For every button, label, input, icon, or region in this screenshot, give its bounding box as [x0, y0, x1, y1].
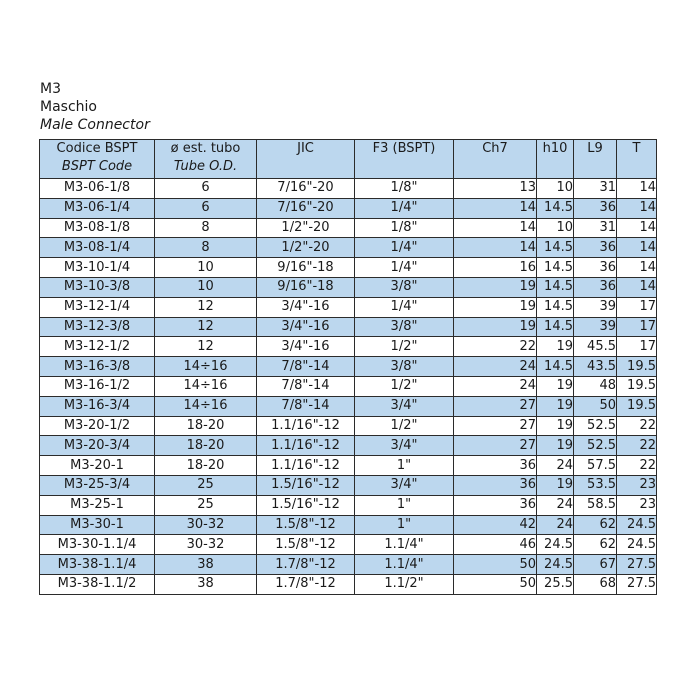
- cell-tube-od: 30-32: [155, 515, 257, 535]
- cell-tube-od: 12: [155, 297, 257, 317]
- cell-t: 23: [617, 495, 657, 515]
- cell-t: 27.5: [617, 574, 657, 594]
- cell-t: 22: [617, 456, 657, 476]
- cell-jic: 1.7/8"-12: [257, 574, 355, 594]
- cell-jic: 1.5/16"-12: [257, 475, 355, 495]
- cell-l9: 48: [574, 376, 617, 396]
- cell-jic: 7/16"-20: [257, 179, 355, 199]
- cell-f3-bspt: 1/2": [355, 376, 454, 396]
- cell-l9: 39: [574, 317, 617, 337]
- cell-jic: 1.1/16"-12: [257, 416, 355, 436]
- cell-h10: 19: [537, 396, 574, 416]
- cell-code: M3-06-1/4: [40, 198, 155, 218]
- cell-tube-od: 10: [155, 258, 257, 278]
- cell-jic: 1.5/8"-12: [257, 535, 355, 555]
- table-row: [40, 317, 657, 337]
- cell-ch7: 14: [454, 198, 537, 218]
- cell-ch7: 36: [454, 456, 537, 476]
- cell-h10: 14.5: [537, 198, 574, 218]
- cell-l9: 36: [574, 277, 617, 297]
- cell-ch7: 14: [454, 218, 537, 238]
- table-row: [40, 337, 657, 357]
- product-name-english: Male Connector: [40, 117, 150, 133]
- cell-code: M3-38-1.1/4: [40, 555, 155, 575]
- cell-f3-bspt: 1/4": [355, 297, 454, 317]
- table-row: [40, 258, 657, 278]
- cell-code: M3-08-1/8: [40, 218, 155, 238]
- cell-t: 19.5: [617, 376, 657, 396]
- cell-ch7: 36: [454, 495, 537, 515]
- cell-f3-bspt: 1/2": [355, 337, 454, 357]
- cell-l9: 39: [574, 297, 617, 317]
- cell-t: 14: [617, 198, 657, 218]
- cell-l9: 53.5: [574, 475, 617, 495]
- cell-f3-bspt: 1.1/4": [355, 535, 454, 555]
- cell-l9: 31: [574, 179, 617, 199]
- code-header-italian: Codice BSPT: [56, 141, 138, 156]
- cell-jic: 3/4"-16: [257, 317, 355, 337]
- cell-h10: 25.5: [537, 574, 574, 594]
- cell-f3-bspt: 1": [355, 456, 454, 476]
- cell-tube-od: 10: [155, 277, 257, 297]
- cell-code: M3-06-1/8: [40, 179, 155, 199]
- table-row: [40, 179, 657, 199]
- cell-ch7: 27: [454, 416, 537, 436]
- product-code: M3: [40, 81, 61, 97]
- table-row: [40, 357, 657, 377]
- cell-f3-bspt: 3/4": [355, 475, 454, 495]
- cell-ch7: 22: [454, 337, 537, 357]
- column-header-tube: [155, 140, 257, 179]
- cell-code: M3-08-1/4: [40, 238, 155, 258]
- cell-l9: 36: [574, 198, 617, 218]
- cell-tube-od: 18-20: [155, 416, 257, 436]
- cell-l9: 52.5: [574, 416, 617, 436]
- column-header-h10: [537, 140, 574, 179]
- cell-h10: 14.5: [537, 297, 574, 317]
- cell-jic: 1/2"-20: [257, 238, 355, 258]
- l9-header-label: L9: [587, 141, 603, 156]
- table-row: [40, 277, 657, 297]
- code-header-english: BSPT Code: [61, 159, 133, 174]
- cell-l9: 31: [574, 218, 617, 238]
- cell-code: M3-16-3/8: [40, 357, 155, 377]
- cell-h10: 19: [537, 337, 574, 357]
- table-row: [40, 436, 657, 456]
- cell-t: 14: [617, 277, 657, 297]
- cell-f3-bspt: 1/8": [355, 218, 454, 238]
- cell-tube-od: 6: [155, 198, 257, 218]
- cell-ch7: 24: [454, 357, 537, 377]
- cell-tube-od: 14÷16: [155, 357, 257, 377]
- cell-jic: 7/16"-20: [257, 198, 355, 218]
- cell-code: M3-10-3/8: [40, 277, 155, 297]
- column-header-t: [617, 140, 657, 179]
- cell-jic: 1.5/16"-12: [257, 495, 355, 515]
- product-name-italian: Maschio: [40, 99, 97, 115]
- cell-t: 27.5: [617, 555, 657, 575]
- table-row: [40, 376, 657, 396]
- cell-h10: 24.5: [537, 535, 574, 555]
- table-row: [40, 515, 657, 535]
- cell-code: M3-30-1.1/4: [40, 535, 155, 555]
- cell-t: 14: [617, 238, 657, 258]
- cell-l9: 50: [574, 396, 617, 416]
- cell-h10: 14.5: [537, 357, 574, 377]
- cell-h10: 24.5: [537, 555, 574, 575]
- h10-header-label: h10: [542, 141, 568, 156]
- column-header-ch7: [454, 140, 537, 179]
- column-header-jic: [257, 140, 355, 179]
- cell-h10: 14.5: [537, 238, 574, 258]
- cell-l9: 62: [574, 515, 617, 535]
- table-body: [40, 179, 657, 595]
- cell-tube-od: 38: [155, 574, 257, 594]
- jic-header-label: JIC: [297, 141, 314, 156]
- cell-t: 14: [617, 258, 657, 278]
- cell-ch7: 50: [454, 574, 537, 594]
- cell-h10: 14.5: [537, 317, 574, 337]
- cell-tube-od: 12: [155, 337, 257, 357]
- cell-f3-bspt: 3/4": [355, 436, 454, 456]
- f3-header-label: F3 (BSPT): [372, 141, 436, 156]
- cell-code: M3-30-1: [40, 515, 155, 535]
- cell-tube-od: 18-20: [155, 456, 257, 476]
- cell-l9: 43.5: [574, 357, 617, 377]
- tube-header-italian: ø est. tubo: [170, 141, 241, 156]
- cell-t: 19.5: [617, 357, 657, 377]
- table-row: [40, 238, 657, 258]
- cell-t: 24.5: [617, 535, 657, 555]
- cell-code: M3-12-1/4: [40, 297, 155, 317]
- cell-t: 17: [617, 337, 657, 357]
- cell-tube-od: 8: [155, 238, 257, 258]
- cell-tube-od: 6: [155, 179, 257, 199]
- cell-t: 17: [617, 317, 657, 337]
- table-row: [40, 475, 657, 495]
- cell-h10: 10: [537, 218, 574, 238]
- table-row: [40, 535, 657, 555]
- cell-ch7: 13: [454, 179, 537, 199]
- cell-code: M3-20-1/2: [40, 416, 155, 436]
- table-row: [40, 198, 657, 218]
- table-row: [40, 495, 657, 515]
- cell-t: 14: [617, 179, 657, 199]
- cell-code: M3-25-1: [40, 495, 155, 515]
- cell-ch7: 19: [454, 317, 537, 337]
- cell-t: 19.5: [617, 396, 657, 416]
- cell-h10: 19: [537, 416, 574, 436]
- cell-code: M3-38-1.1/2: [40, 574, 155, 594]
- cell-l9: 57.5: [574, 456, 617, 476]
- cell-ch7: 14: [454, 238, 537, 258]
- cell-ch7: 36: [454, 475, 537, 495]
- cell-tube-od: 12: [155, 317, 257, 337]
- cell-tube-od: 14÷16: [155, 396, 257, 416]
- cell-l9: 67: [574, 555, 617, 575]
- cell-h10: 24: [537, 495, 574, 515]
- cell-jic: 7/8"-14: [257, 396, 355, 416]
- cell-f3-bspt: 3/4": [355, 396, 454, 416]
- cell-code: M3-16-3/4: [40, 396, 155, 416]
- cell-f3-bspt: 3/8": [355, 317, 454, 337]
- cell-f3-bspt: 3/8": [355, 277, 454, 297]
- cell-code: M3-16-1/2: [40, 376, 155, 396]
- table-row: [40, 218, 657, 238]
- cell-tube-od: 25: [155, 475, 257, 495]
- cell-ch7: 16: [454, 258, 537, 278]
- product-heading: [40, 80, 150, 134]
- cell-t: 24.5: [617, 515, 657, 535]
- cell-tube-od: 8: [155, 218, 257, 238]
- cell-ch7: 42: [454, 515, 537, 535]
- cell-h10: 19: [537, 436, 574, 456]
- cell-jic: 7/8"-14: [257, 376, 355, 396]
- cell-code: M3-10-1/4: [40, 258, 155, 278]
- cell-h10: 10: [537, 179, 574, 199]
- cell-l9: 45.5: [574, 337, 617, 357]
- cell-h10: 14.5: [537, 277, 574, 297]
- cell-jic: 9/16"-18: [257, 258, 355, 278]
- table-row: [40, 456, 657, 476]
- cell-f3-bspt: 3/8": [355, 357, 454, 377]
- cell-l9: 68: [574, 574, 617, 594]
- cell-l9: 36: [574, 238, 617, 258]
- cell-jic: 1.5/8"-12: [257, 515, 355, 535]
- cell-l9: 52.5: [574, 436, 617, 456]
- cell-ch7: 19: [454, 277, 537, 297]
- cell-jic: 3/4"-16: [257, 297, 355, 317]
- cell-code: M3-20-3/4: [40, 436, 155, 456]
- cell-ch7: 27: [454, 396, 537, 416]
- cell-tube-od: 38: [155, 555, 257, 575]
- cell-t: 22: [617, 416, 657, 436]
- cell-code: M3-25-3/4: [40, 475, 155, 495]
- cell-t: 17: [617, 297, 657, 317]
- cell-t: 14: [617, 218, 657, 238]
- table-row: [40, 297, 657, 317]
- cell-tube-od: 18-20: [155, 436, 257, 456]
- cell-jic: 1/2"-20: [257, 218, 355, 238]
- cell-l9: 36: [574, 258, 617, 278]
- specification-table: [39, 139, 657, 595]
- cell-f3-bspt: 1": [355, 515, 454, 535]
- cell-jic: 3/4"-16: [257, 337, 355, 357]
- cell-h10: 19: [537, 475, 574, 495]
- cell-h10: 24: [537, 456, 574, 476]
- table-row: [40, 574, 657, 594]
- cell-f3-bspt: 1/4": [355, 258, 454, 278]
- cell-tube-od: 30-32: [155, 535, 257, 555]
- cell-jic: 1.7/8"-12: [257, 555, 355, 575]
- cell-ch7: 50: [454, 555, 537, 575]
- table-row: [40, 555, 657, 575]
- cell-ch7: 19: [454, 297, 537, 317]
- cell-jic: 1.1/16"-12: [257, 456, 355, 476]
- cell-f3-bspt: 1/4": [355, 198, 454, 218]
- cell-jic: 9/16"-18: [257, 277, 355, 297]
- cell-jic: 1.1/16"-12: [257, 436, 355, 456]
- table-header-row: [40, 140, 657, 179]
- cell-ch7: 24: [454, 376, 537, 396]
- cell-ch7: 27: [454, 436, 537, 456]
- ch7-header-label: Ch7: [482, 141, 508, 156]
- table-row: [40, 416, 657, 436]
- cell-l9: 62: [574, 535, 617, 555]
- cell-h10: 19: [537, 376, 574, 396]
- cell-f3-bspt: 1/8": [355, 179, 454, 199]
- t-header-label: T: [632, 141, 641, 156]
- column-header-f3: [355, 140, 454, 179]
- cell-t: 22: [617, 436, 657, 456]
- cell-l9: 58.5: [574, 495, 617, 515]
- cell-f3-bspt: 1.1/4": [355, 555, 454, 575]
- cell-h10: 14.5: [537, 258, 574, 278]
- table-row: [40, 396, 657, 416]
- column-header-code: [40, 140, 155, 179]
- cell-f3-bspt: 1.1/2": [355, 574, 454, 594]
- column-header-l9: [574, 140, 617, 179]
- cell-tube-od: 25: [155, 495, 257, 515]
- cell-f3-bspt: 1": [355, 495, 454, 515]
- cell-ch7: 46: [454, 535, 537, 555]
- cell-jic: 7/8"-14: [257, 357, 355, 377]
- cell-tube-od: 14÷16: [155, 376, 257, 396]
- cell-t: 23: [617, 475, 657, 495]
- cell-f3-bspt: 1/2": [355, 416, 454, 436]
- cell-code: M3-12-3/8: [40, 317, 155, 337]
- cell-h10: 24: [537, 515, 574, 535]
- cell-f3-bspt: 1/4": [355, 238, 454, 258]
- cell-code: M3-12-1/2: [40, 337, 155, 357]
- tube-header-english: Tube O.D.: [173, 159, 238, 174]
- cell-code: M3-20-1: [40, 456, 155, 476]
